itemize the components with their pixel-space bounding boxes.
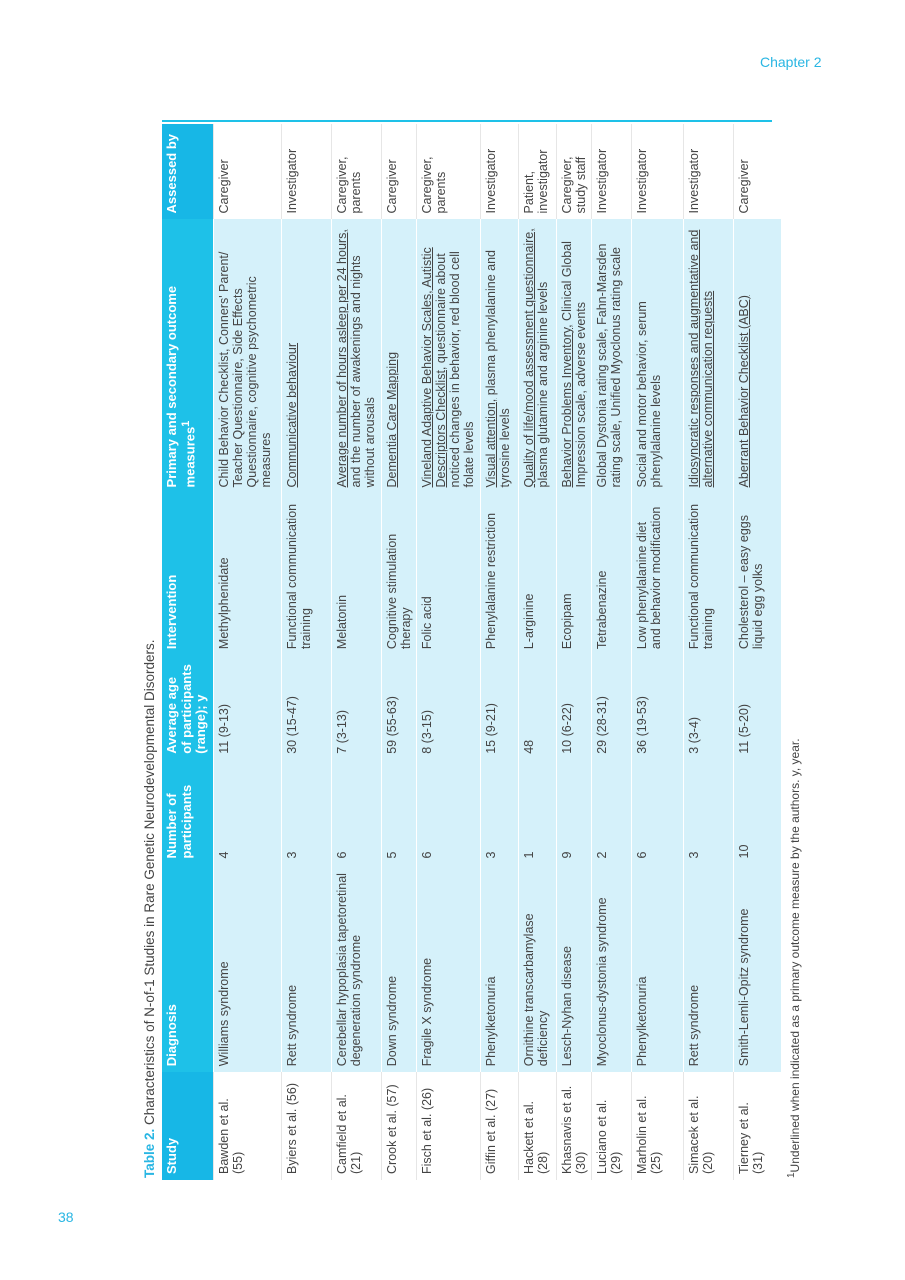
study-cell: Luciano et al. (29)	[591, 1072, 631, 1180]
secondary-measures: Global Dystonia rating scale, Fahn-Marsden rating scale, Unified Myoclonus rating scale	[594, 243, 623, 488]
assessed-by-cell: Caregiver, parents	[331, 124, 381, 219]
diagnosis-cell: Phenylketonuria	[631, 864, 683, 1072]
age-cell: 15 (9-21)	[480, 655, 518, 760]
primary-measure: Aberrant Behavior Checklist (ABC)	[736, 295, 751, 488]
table-footnote	[786, 120, 802, 1178]
measures-cell	[480, 219, 518, 493]
measures-cell	[518, 219, 556, 493]
study-cell: Crook et al. (57)	[381, 1072, 416, 1180]
study-cell: Bawden et al. (55)	[213, 1072, 281, 1180]
table-label: Table 2.	[142, 1128, 157, 1178]
col-header-assessed: Assessed by	[162, 124, 213, 219]
intervention-cell: Functional communication training	[683, 493, 733, 655]
intervention-cell: Folic acid	[416, 493, 480, 655]
age-cell: 36 (19-53)	[631, 655, 683, 760]
table-header-row	[162, 124, 213, 1180]
table-row	[281, 124, 331, 1180]
secondary-measures: questionnaire about noticed changes in behavior, red blood cell folate levels	[433, 251, 476, 488]
number-cell: 4	[213, 760, 281, 865]
primary-measure: Idiosyncratic responses and augmentative and alternative communication requests	[686, 229, 715, 488]
table-row	[381, 124, 416, 1180]
table-row	[556, 124, 591, 1180]
measures-cell	[631, 219, 683, 493]
study-cell: Simacek et al. (20)	[683, 1072, 733, 1180]
primary-measure: Quality of life/mood assessment questionnaire,	[521, 228, 536, 488]
measures-cell	[683, 219, 733, 493]
measures-cell	[556, 219, 591, 493]
measures-cell	[381, 219, 416, 493]
table-title: Characteristics of N-of-1 Studies in Rare Genetic Neurodevelopmental Disorders.	[142, 639, 157, 1125]
table-right-rule	[162, 120, 772, 122]
table-row	[331, 124, 381, 1180]
table-row	[733, 124, 781, 1180]
col-header-measures	[162, 219, 213, 493]
footnote-text: Underlined when indicated as a primary outcome measure by the authors. y, year.	[788, 738, 803, 1173]
assessed-by-cell: Investigator	[480, 124, 518, 219]
measures-cell	[331, 219, 381, 493]
secondary-measures: plasma glutamine and arginine levels	[535, 281, 550, 488]
secondary-measures: and the number of awakenings and nights without arousals	[348, 255, 377, 488]
intervention-cell: Functional communication training	[281, 493, 331, 655]
secondary-measures: Social and motor behavior, serum phenylalanine levels	[634, 301, 663, 488]
table-row	[213, 124, 281, 1180]
intervention-cell: Cognitive stimulation therapy	[381, 493, 416, 655]
age-cell: 11 (5-20)	[733, 655, 781, 760]
col-header-intervention: Intervention	[162, 493, 213, 655]
primary-measure: Average number of hours asleep per 24 hours,	[334, 229, 349, 488]
age-cell: 59 (55-63)	[381, 655, 416, 760]
diagnosis-cell: Rett syndrome	[281, 864, 331, 1072]
diagnosis-cell: Smith-Lemli-Opitz syndrome	[733, 864, 781, 1072]
table-row	[518, 124, 556, 1180]
assessed-by-cell: Caregiver	[213, 124, 281, 219]
age-cell: 29 (28-31)	[591, 655, 631, 760]
measures-cell	[416, 219, 480, 493]
assessed-by-cell: Caregiver, parents	[416, 124, 480, 219]
diagnosis-cell: Fragile X syndrome	[416, 864, 480, 1072]
studies-table	[162, 124, 781, 1180]
diagnosis-cell: Williams syndrome	[213, 864, 281, 1072]
intervention-cell: Low phenylalanine diet and behavior modification	[631, 493, 683, 655]
measures-cell	[281, 219, 331, 493]
number-cell: 6	[631, 760, 683, 865]
col-header-number: Number of participants	[162, 760, 213, 865]
col-header-measures-text: Primary and secondary outcome measures	[164, 285, 197, 488]
number-cell: 10	[733, 760, 781, 865]
number-cell: 5	[381, 760, 416, 865]
diagnosis-cell: Myoclonus-dystonia syndrome	[591, 864, 631, 1072]
col-header-age: Average age of participants (range); y	[162, 655, 213, 760]
assessed-by-cell: Caregiver	[733, 124, 781, 219]
study-cell: Marholin et al. (25)	[631, 1072, 683, 1180]
study-cell: Camfield et al. (21)	[331, 1072, 381, 1180]
study-cell: Giffin et al. (27)	[480, 1072, 518, 1180]
table-row	[591, 124, 631, 1180]
page-number: 38	[58, 1209, 74, 1225]
intervention-cell: Cholesterol – easy eggs liquid egg yolks	[733, 493, 781, 655]
assessed-by-cell: Investigator	[281, 124, 331, 219]
chapter-label: Chapter 2	[760, 54, 822, 70]
diagnosis-cell: Down syndrome	[381, 864, 416, 1072]
table-row	[683, 124, 733, 1180]
age-cell: 30 (15-47)	[281, 655, 331, 760]
primary-measure: Behavior Problems Inventory,	[559, 324, 574, 488]
intervention-cell: Methylphenidate	[213, 493, 281, 655]
diagnosis-cell: Rett syndrome	[683, 864, 733, 1072]
measures-cell	[213, 219, 281, 493]
measures-cell	[591, 219, 631, 493]
secondary-measures: Clinical Global Impression scale, adverse events	[559, 241, 588, 488]
intervention-cell: Tetrabenazine	[591, 493, 631, 655]
footnote-sup: 1	[786, 1172, 798, 1178]
intervention-cell: L-arginine	[518, 493, 556, 655]
diagnosis-cell: Lesch-Nyhan disease	[556, 864, 591, 1072]
number-cell: 2	[591, 760, 631, 865]
primary-measure: Vineland Adaptive Behavior Scales, Autistic Descriptors Checklist,	[419, 247, 448, 488]
secondary-measures: Child Behavior Checklist, Conners' Parent/ Teacher Questionnaire, Side Effects Questionnaire, cognitive psychometric measures	[216, 251, 273, 488]
measures-cell	[733, 219, 781, 493]
primary-measure: Dementia Care Mapping	[384, 351, 399, 488]
primary-measure: Communicative behaviour	[284, 342, 299, 488]
assessed-by-cell: Investigator	[591, 124, 631, 219]
table-row	[480, 124, 518, 1180]
age-cell: 8 (3-15)	[416, 655, 480, 760]
col-header-diagnosis: Diagnosis	[162, 864, 213, 1072]
age-cell: 7 (3-13)	[331, 655, 381, 760]
number-cell: 3	[683, 760, 733, 865]
study-cell: Khasnavis et al. (30)	[556, 1072, 591, 1180]
col-header-study: Study	[162, 1072, 213, 1180]
number-cell: 3	[480, 760, 518, 865]
number-cell: 6	[331, 760, 381, 865]
age-cell: 11 (9-13)	[213, 655, 281, 760]
assessed-by-cell: Investigator	[631, 124, 683, 219]
study-cell: Tierney et al. (31)	[733, 1072, 781, 1180]
assessed-by-cell: Caregiver	[381, 124, 416, 219]
number-cell: 9	[556, 760, 591, 865]
intervention-cell: Ecopipam	[556, 493, 591, 655]
study-cell: Byiers et al. (56)	[281, 1072, 331, 1180]
col-header-measures-sup: 1	[179, 420, 192, 427]
assessed-by-cell: Patient, investigator	[518, 124, 556, 219]
diagnosis-cell: Phenylketonuria	[480, 864, 518, 1072]
table-row	[416, 124, 480, 1180]
number-cell: 3	[281, 760, 331, 865]
age-cell: 3 (3-4)	[683, 655, 733, 760]
assessed-by-cell: Caregiver, study staff	[556, 124, 591, 219]
number-cell: 1	[518, 760, 556, 865]
primary-measure: Visual attention,	[483, 398, 498, 488]
intervention-cell: Phenylalanine restriction	[480, 493, 518, 655]
table-row	[631, 124, 683, 1180]
assessed-by-cell: Investigator	[683, 124, 733, 219]
study-cell: Hackett et al. (28)	[518, 1072, 556, 1180]
diagnosis-cell: Ornithine transcarbamylase deficiency	[518, 864, 556, 1072]
intervention-cell: Melatonin	[331, 493, 381, 655]
age-cell: 48	[518, 655, 556, 760]
study-cell: Fisch et al. (26)	[416, 1072, 480, 1180]
diagnosis-cell: Cerebellar hypoplasia tapetoretinal degeneration syndrome	[331, 864, 381, 1072]
secondary-measures: plasma phenylalanine and tyrosine levels	[483, 250, 512, 488]
table-caption	[140, 120, 162, 1178]
age-cell: 10 (6-22)	[556, 655, 591, 760]
number-cell: 6	[416, 760, 480, 865]
rotated-table-block	[140, 120, 840, 1180]
